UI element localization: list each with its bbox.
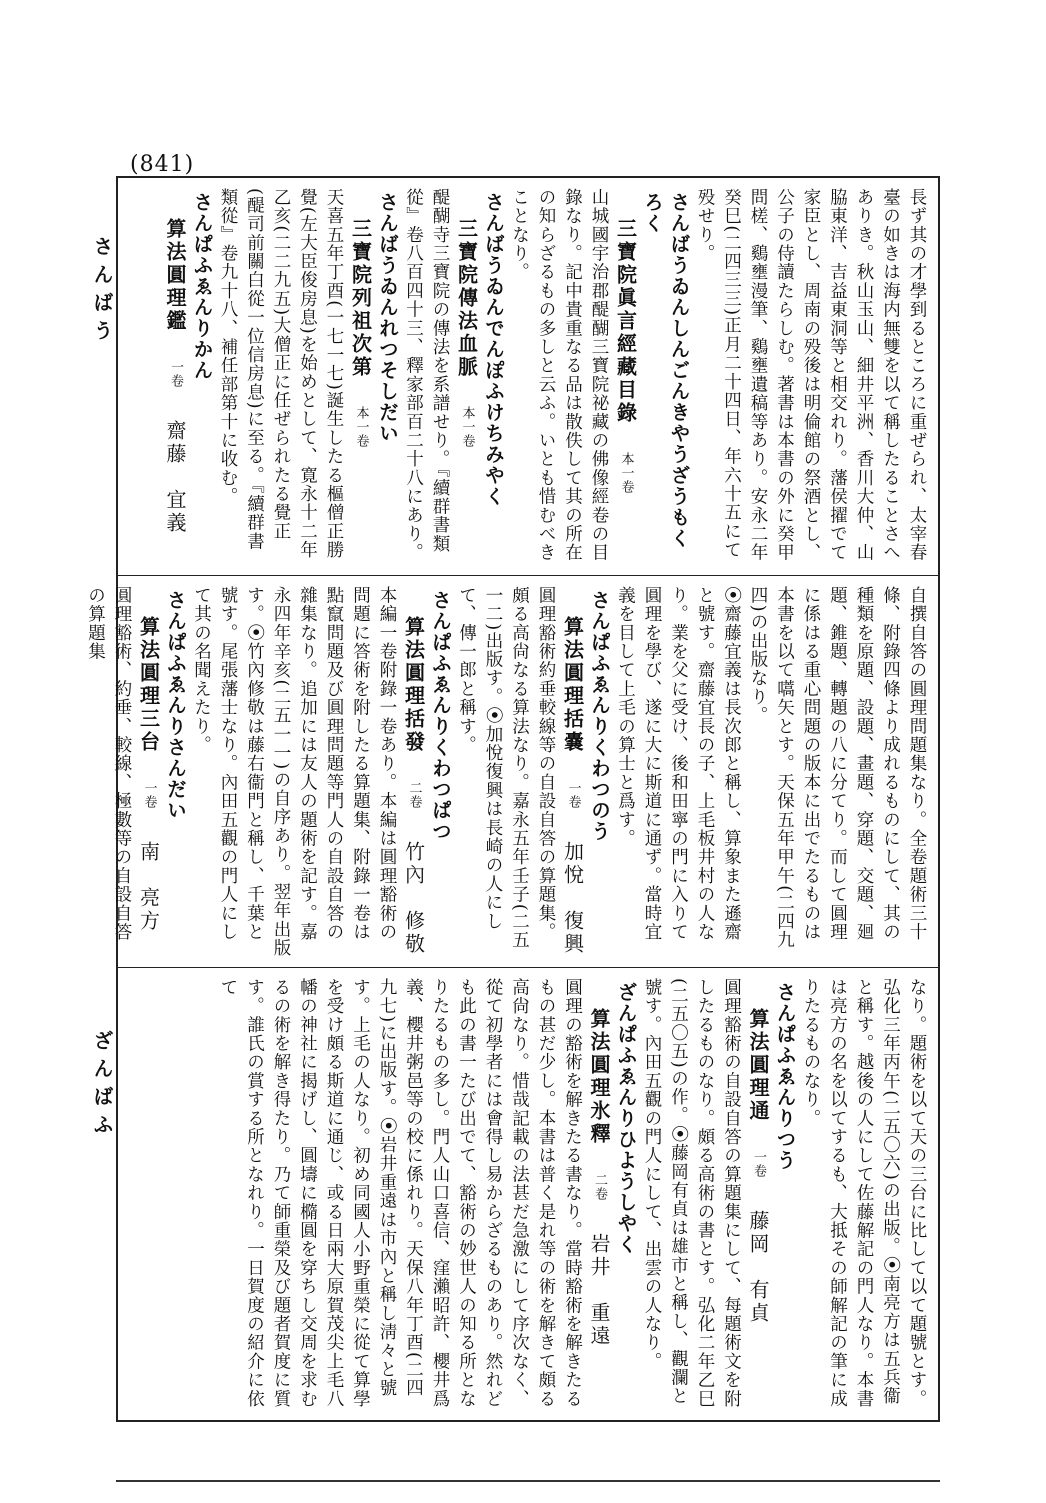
work-volumes: 一卷 [141, 781, 157, 810]
work-title: 算法圓理通 [746, 1008, 770, 1123]
work-title: 算法圓理括發 [401, 616, 426, 754]
entry-text: 本編一卷附錄一卷あり。本編は圓理豁術の問題に答術を附したる算題集、附錄一卷は點竄問題及び圓理問題等門人の自設自答の雜集なり。追加には友人の題術を記す。嘉永四年辛亥(二五一一)の自序あり。翌年出版す。⦿竹內修敬は藤右衞門と稱し、千葉と號す。尾張藩士なり。內田五觀の門人にして其の名聞えたり。 [191, 586, 397, 958]
band-middle [85, 576, 938, 968]
entry-text: 山城國宇治郡醍醐三寶院祕藏の佛像經卷の目錄なり。記中貴重なる品は散佚して其の所在の知らざるもの多しと云ふ。いとも惜むべきことなり。 [509, 188, 609, 562]
work-line [400, 586, 427, 959]
entry-heading: ざんぱふゑんりひようしやく [614, 982, 638, 1255]
work-author: 藤岡 有貞 [746, 1209, 770, 1325]
entry-text: 圓理豁術約垂較線等の自設自答の算題集。頗る高尙なる算法なり。嘉永五年壬子(二五一二)出版す。⦿加悅復興は長崎の人にして、傳一郎と稱す。 [456, 586, 556, 950]
entry-heading: さんぱふゑんりくわつぱつ [429, 590, 452, 842]
footer-rule [116, 1480, 940, 1482]
work-volumes: 一卷 [168, 360, 183, 389]
work-author: 竹內 修敬 [401, 840, 426, 956]
entry-text: 圓理豁術の自設自答の算題集にして、每題術文を附したるものなり。頗る高術の書とす。弘化二年乙巳(二五〇五)の作。⦿藤岡有貞は雄市と稱し、觀瀾と號す。內田五觀の門人にして、出雲の人なり。 [642, 978, 742, 1409]
work-line [347, 188, 374, 567]
work-volumes: 二卷 [592, 1173, 607, 1202]
work-volumes: 本一卷 [618, 452, 634, 495]
entry-text: 醍醐寺三寶院の傳法を系譜せり。『續群書類從』卷八百四十三、釋家部百二十八にあり。 [403, 188, 450, 562]
entry-text: 圓理の豁術を解きたる書なり。當時豁術を解きたるもの甚だ少し。本書は普く是れ等の術を解きて頗る高尙なり。惜哉記載の法甚だ急激にして序次なく、從て初學者には會得し易からざるものあり。然れども此の書一たび出でて、豁術の妙世人の知る所となりたるもの多し。門人山口喜信、窪瀨昭許、櫻井爲義、櫻井粥邑等の校に係れり。天保八年丁酉(二四九七)に出版す。⦿岩井重遠は市內と稱し淸々と號す。上毛の人なり。初め同國人小野重榮に從て算學を受け頗る斯道に通じ、或る日兩大原賀茂尖上毛八幡の神社に揭げし、圓壔に橢圓を穿ちし交周を求むるの術を解き得たり。乃て師重榮及び題者賀度に質す。誰氏の賞する所となれり。一日賀度の紹介に依て [218, 978, 583, 1409]
entry-heading: さんぱふゑんりつう [773, 982, 797, 1171]
work-line [745, 978, 772, 1412]
work-title: 三寶院眞言經藏目錄 [613, 218, 638, 425]
entry-heading: さんぱふゑんりさんだい [164, 590, 187, 821]
work-title: 三寶院列祖次第 [348, 218, 373, 379]
entry-heading: さんぱふゑんりくわつのう [588, 590, 611, 842]
work-title: 算法圓理三台 [136, 616, 161, 754]
work-title: 三寶院傳法血脈 [454, 218, 479, 379]
work-line [453, 188, 480, 567]
work-volumes: 本一卷 [459, 406, 475, 449]
running-head-top: さんばう [90, 236, 114, 348]
work-line [612, 188, 639, 567]
continuation-text: 長ず其の才學到るところに重ぜられ、太宰春臺の如きは海内無雙を以て稱したることさへありき。秋山玉山、細井平洲、香川大仲、山脇東洋、吉益東洞等と相交れり。藩侯擢でて家臣とし、周南の殁後は明倫館の祭酒とし、公子の侍讀たらしむ。著書は本書の外に癸甲問槎、鷄壅漫筆、鷄壅遺稿等あり。安永二年癸巳(二四三三)正月二十四日、年六十五にて殁せり。 [695, 188, 927, 562]
work-title: 算法圓理鑑 [163, 218, 187, 333]
work-volumes: 一卷 [565, 781, 581, 810]
work-line [586, 978, 613, 1412]
work-volumes: 本一卷 [353, 406, 369, 449]
work-line [162, 188, 189, 567]
band-bottom-text [126, 978, 930, 1412]
continuation-text: なり。題術を以て天の三台に比して以て題號とす。弘化三年丙午(二五〇六)の出版。⦿南亮方は五兵衞と稱す。越後の人にして佐藤解記の門人なり。本書は亮方の名を以てするも、大抵その師解記の筆に成りたるものなり。 [801, 978, 927, 1409]
work-line [559, 586, 586, 959]
work-title: 算法圓理氷釋 [587, 1008, 611, 1146]
band-top-text [126, 188, 930, 567]
band-middle-text [85, 586, 930, 959]
work-volumes: 一卷 [751, 1150, 766, 1179]
entry-text: 圓理豁術、約垂、較線、極數等の自設自答の算題集 [85, 586, 132, 942]
entry-heading: さんぱふゑんりかん [190, 192, 214, 381]
band-top [118, 178, 938, 576]
entry-heading: さんばうゐんれつそしだい [376, 192, 399, 444]
work-line [135, 586, 162, 959]
running-head-bottom: ざんばふ [90, 1030, 114, 1142]
band-bottom [118, 968, 938, 1420]
work-author: 南 亮方 [136, 840, 161, 933]
work-volumes: 二卷 [406, 781, 422, 810]
work-title: 算法圓理括嚢 [560, 616, 585, 754]
work-author: 岩井 重遠 [587, 1232, 611, 1348]
page-number: (841) [130, 152, 195, 177]
work-author: 加悅 復興 [560, 840, 585, 956]
work-author: 齋藤 宜義 [163, 419, 187, 535]
entry-text: 天喜五年丁酉(一七一七)誕生したる樞僧正勝覺(左大臣俊房息)を始めとして、寛永十二年乙亥(二二九五)大僧正に任ぜられたる覺正(醍司前關白從一位信房息)に至る。『續群書類從』卷九十八、補任部第十に收む。 [218, 188, 344, 560]
entry-heading: さんばうゐんでんぽふけちみやく [482, 192, 505, 507]
entry-heading: さんばうゐんしんごんきやうざうもくろく [641, 192, 691, 549]
entry-text: ⦿齋藤宜義は長次郎と稱し、算象また遜齋と號す。齋藤宜長の子、上毛板井村の人なり。業を父に受け、後和田寧の門に入りて圓理を學び、遂に大に斯道に通ず。當時宜義を目して上毛の算士と爲す。 [615, 586, 742, 942]
continuation-text: 自撰自答の圓理問題集なり。全卷題術三十條、附錄四條より成れるものにして、其の種類を原題、設題、畫題、穿題、交題、廻題、錐題、轉題の八に分てり。而して圓理に係はる重心問題の版本に出でたるものは本書を以て嚆矢とす。天保五年甲午(二四九四)の出版なり。 [748, 586, 927, 950]
